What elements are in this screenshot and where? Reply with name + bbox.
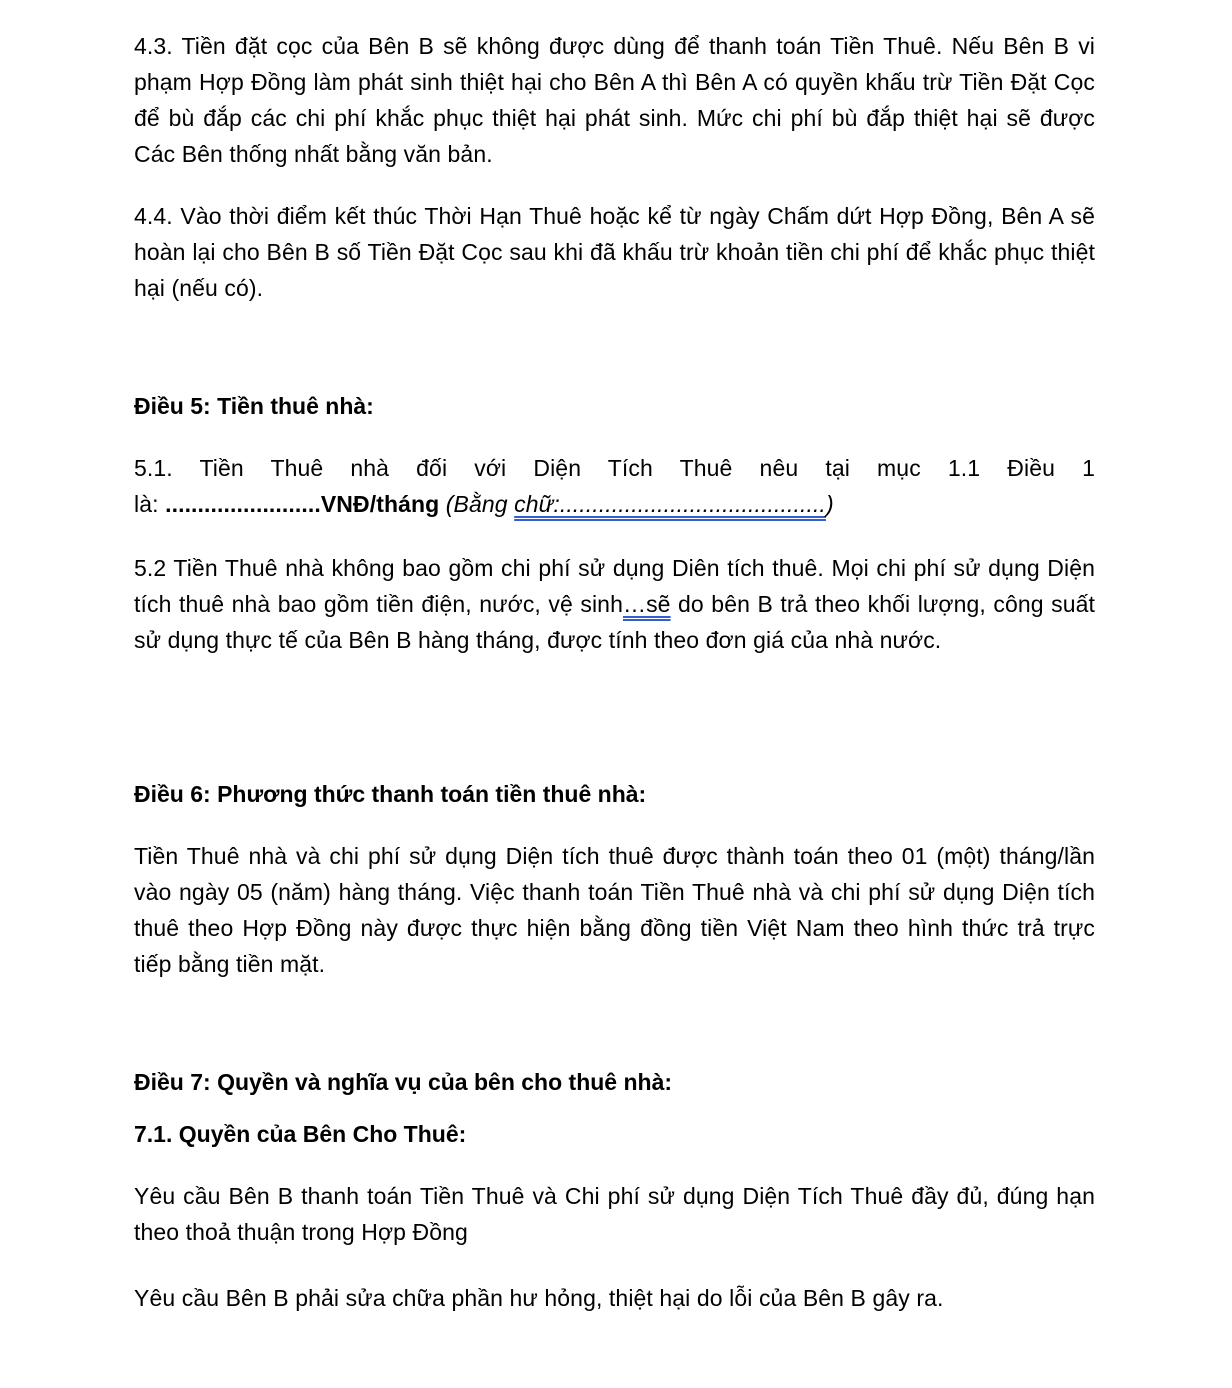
article-5-heading: Điều 5: Tiền thuê nhà: <box>134 393 374 419</box>
article-7-heading: Điều 7: Quyền và nghĩa vụ của bên cho thuê nhà: <box>134 1069 673 1095</box>
clause-7-1-item-b: Yêu cầu Bên B phải sửa chữa phần hư hỏng, thiệt hại do lỗi của Bên B gây ra. <box>134 1285 944 1311</box>
clause-4-3-paragraph: 4.3. Tiền đặt cọc của Bên B sẽ không được dùng để thanh toán Tiền Thuê. Nếu Bên B vi phạm Hợp Đồng làm phát sinh thiệt hại cho Bên A thì Bên A có quyền khấu trừ Tiền Đặt Cọc để bù đắp các chi phí khắc phục thiệt hại phát sinh. Mức chi phí bù đắp thiệt hại sẽ được Các Bên thống nhất bằng văn bản. <box>134 33 1095 167</box>
article-6-paragraph: Tiền Thuê nhà và chi phí sử dụng Diện tích thuê được thành toán theo 01 (một) tháng/lần vào ngày 05 (năm) hàng tháng. Việc thanh toán Tiền Thuê nhà và chi phí sử dụng Diện tích thuê theo Hợp Đồng này được thực hiện bằng đồng tiền Việt Nam theo hình thức trả trực tiếp bằng tiền mặt. <box>134 843 1095 977</box>
clause-7-1-item-a: Yêu cầu Bên B thanh toán Tiền Thuê và Chi phí sử dụng Diện Tích Thuê đầy đủ, đúng hạn theo thoả thuận trong Hợp Đồng <box>134 1183 1095 1245</box>
clause-5-2-paragraph <box>134 550 1095 658</box>
amount-in-words-blank: chữ:......................................... <box>514 491 826 517</box>
clause-4-4-paragraph: 4.4. Vào thời điểm kết thúc Thời Hạn Thuê hoặc kể từ ngày Chấm dứt Hợp Đồng, Bên A sẽ hoàn lại cho Bên B số Tiền Đặt Cọc sau khi đã khấu trừ khoản tiền chi phí để khắc phục thiệt hại (nếu có). <box>134 203 1095 301</box>
clause-5-1-paragraph <box>134 450 1095 522</box>
clause-5-2-part1: 5.2 Tiền Thuê nhà không bao gồm chi phí sử dụng Diên tích thuê. Mọi chi phí sử dụng Diện tích thuê nhà bao gồm tiền điện, nước, vệ sinh <box>134 555 1095 617</box>
clause-5-1-prefix: là: <box>134 491 166 517</box>
clause-7-1-heading: 7.1. Quyền của Bên Cho Thuê: <box>134 1121 467 1147</box>
amount-in-words-close: ) <box>825 491 834 517</box>
rent-amount-blank: ........................VNĐ/tháng <box>165 491 440 517</box>
clause-5-2-part2: do bên B trả theo khối lượng, công suất sử dụng thực tế của Bên B hàng tháng, được tính theo đơn giá của nhà nước. <box>134 591 1095 653</box>
clause-5-1-line2 <box>134 486 1095 522</box>
article-6-heading: Điều 6: Phương thức thanh toán tiền thuê nhà: <box>134 781 647 807</box>
clause-5-1-line1: 5.1. Tiền Thuê nhà đối với Diện Tích Thuê nêu tại mục 1.1 Điều 1 <box>134 455 1095 481</box>
clause-5-2-flagged-text: …sẽ <box>622 591 671 617</box>
amount-in-words-open: (Bằng <box>439 491 515 517</box>
